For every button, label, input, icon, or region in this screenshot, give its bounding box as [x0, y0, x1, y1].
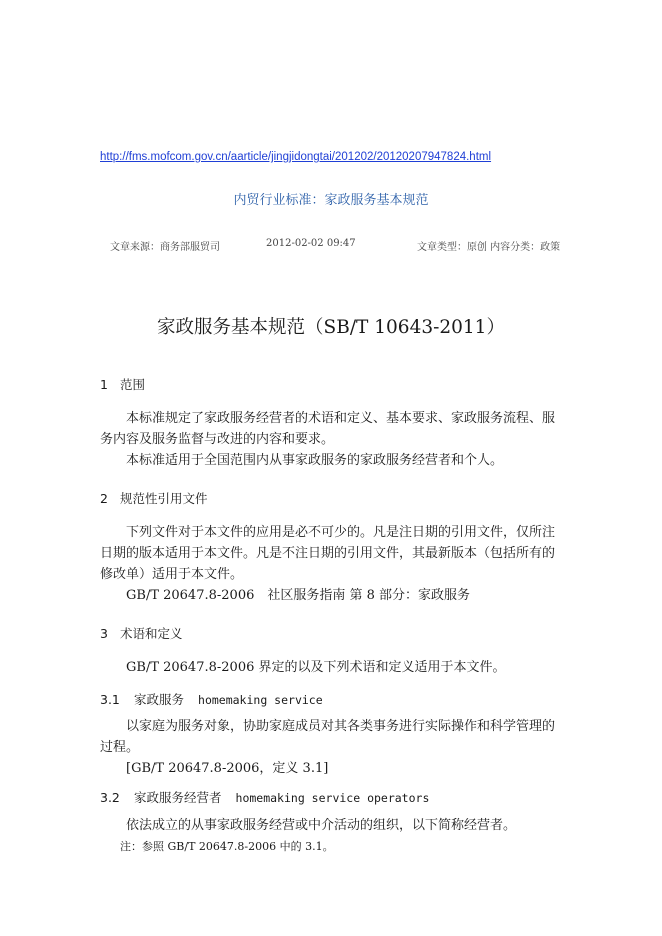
term-3-1-english: homemaking service — [198, 693, 323, 707]
term-3-2-chinese: 家政服务经营者 — [134, 790, 222, 805]
term-3-2-definition: 依法成立的从事家政服务经营或中介活动的组织，以下简称经营者。 — [126, 818, 517, 833]
meta-type: 文章类型：原创 内容分类：政策 — [417, 242, 561, 253]
term-3-2-number: 3.2 — [100, 790, 120, 805]
section-3-intro: GB/T 20647.8-2006 界定的以及下列术语和定义适用于本文件。 — [126, 660, 506, 675]
article-subtitle: 内贸行业标准：家政服务基本规范 — [233, 193, 429, 208]
term-3-1-definition-line-1: 以家庭为服务对象，协助家庭成员对其各类事务进行实际操作和科学管理的 — [126, 719, 556, 734]
source-url-link[interactable]: http://fms.mofcom.gov.cn/aarticle/jingjidongtai/201202/20120207947824.html — [100, 151, 492, 163]
document-title: 家政服务基本规范（SB/T 10643-2011） — [157, 317, 505, 338]
section-2-reference: GB/T 20647.8-2006 社区服务指南 第 8 部分：家政服务 — [126, 588, 471, 603]
section-1-number: 1 — [100, 377, 108, 392]
section-1-paragraph-2: 本标准适用于全国范围内从事家政服务的家政服务经营者和个人。 — [126, 453, 504, 468]
term-3-1-reference: [GB/T 20647.8-2006，定义 3.1] — [126, 761, 329, 776]
meta-source: 文章来源：商务部服贸司 — [110, 242, 220, 253]
section-1-title: 范围 — [120, 377, 146, 392]
section-1-heading — [100, 375, 145, 393]
section-3-number: 3 — [100, 626, 108, 641]
section-2-number: 2 — [100, 491, 108, 506]
term-3-1-chinese: 家政服务 — [134, 692, 185, 707]
term-3-1-heading — [100, 690, 323, 708]
section-3-heading — [100, 624, 183, 642]
section-1-paragraph-1-line-2: 务内容及服务监督与改进的内容和要求。 — [100, 432, 335, 447]
term-3-2-note: 注：参照 GB/T 20647.8-2006 中的 3.1。 — [120, 840, 334, 853]
section-1-paragraph-1-line-1: 本标准规定了家政服务经营者的术语和定义、基本要求、家政服务流程、服 — [126, 411, 556, 426]
section-2-paragraph-line-2: 日期的版本适用于本文件。凡是不注日期的引用文件，其最新版本（包括所有的 — [100, 546, 556, 561]
meta-date: 2012-02-02 09:47 — [266, 238, 356, 249]
section-2-paragraph-line-1: 下列文件对于本文件的应用是必不可少的。凡是注日期的引用文件，仅所注 — [126, 525, 556, 540]
term-3-2-english: homemaking service operators — [235, 791, 430, 805]
term-3-1-definition-line-2: 过程。 — [100, 740, 140, 755]
section-3-title: 术语和定义 — [120, 626, 183, 641]
term-3-1-number: 3.1 — [100, 692, 120, 707]
section-2-paragraph-line-3: 修改单）适用于本文件。 — [100, 567, 244, 582]
section-2-title: 规范性引用文件 — [120, 491, 208, 506]
section-2-heading — [100, 489, 208, 507]
term-3-2-heading — [100, 788, 429, 806]
